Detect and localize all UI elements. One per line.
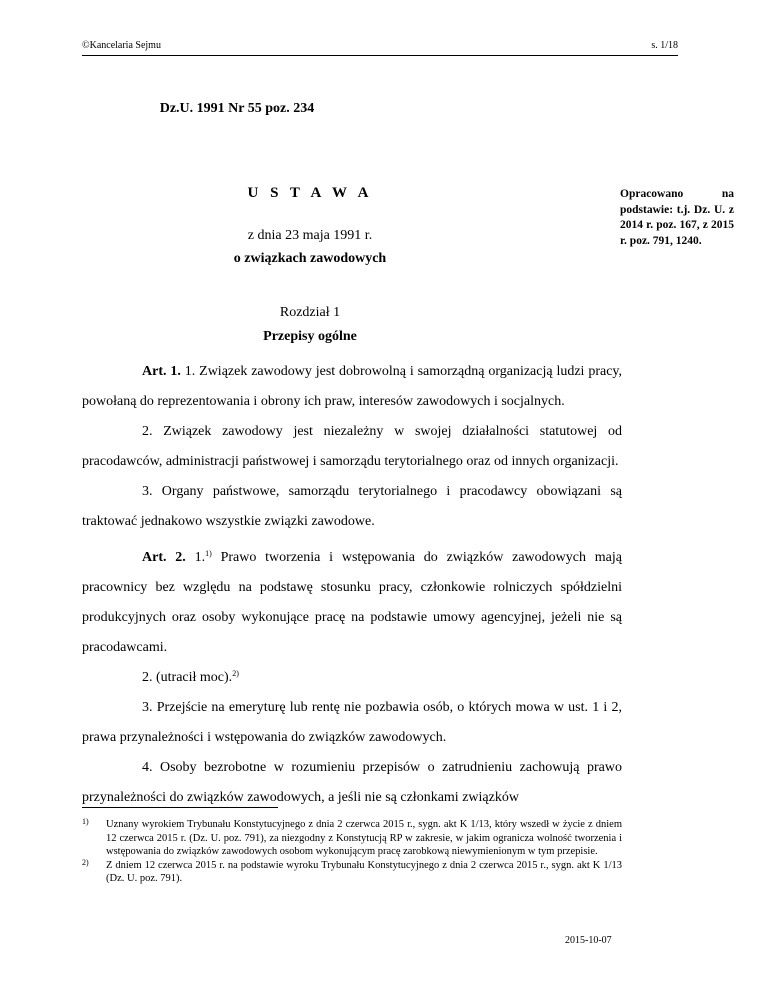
document-subject: o związkach zawodowych bbox=[233, 251, 387, 266]
art1-label: Art. 1. bbox=[142, 364, 181, 379]
footnote-ref-1[interactable]: 1) bbox=[205, 549, 212, 558]
document-body bbox=[82, 357, 622, 813]
side-note: Opracowano na podstawie: t.j. Dz. U. z 2014 r. poz. 167, z 2015 r. poz. 791, 1240. bbox=[620, 188, 734, 247]
art2-label: Art. 2. bbox=[142, 550, 186, 565]
art2-paragraph-2 bbox=[82, 663, 622, 693]
document-title: U S T A W A bbox=[247, 185, 373, 201]
art1-p1-text: 1. Związek zawodowy jest dobrowolną i samorządną organizacją ludzi pracy, powołaną do reprezentowania i obrony ich praw, interesów zawodowych i socjalnych. bbox=[82, 364, 623, 409]
footnote-text: Uznany wyrokiem Trybunału Konstytucyjnego z dnia 2 czerwca 2015 r., sygn. akt K 1/13, który wszedł w życie z dniem 12 czerwca 2015 r. (Dz. U. poz. 791), za niezgodny z Konstytucją RP w zakresie, w jakim ogranicza wolność tworzenia i wstępowania do związków zawodowych osobom wykonującym pracę zarobkową niewymienionym w tym przepisie. bbox=[106, 819, 622, 857]
art1-paragraph-3: 3. Organy państwowe, samorządu terytorialnego i pracodawcy obowiązani są traktować jednakowo wszystkie związki zawodowe. bbox=[82, 484, 622, 529]
art2-paragraph-4: 4. Osoby bezrobotne w rozumieniu przepisów o zatrudnieniu zachowują prawo przynależności do związków zawodowych, a jeśli nie są członkami związków bbox=[82, 760, 622, 805]
art2-p1-text: Prawo tworzenia i wstępowania do związków zawodowych mają pracownicy bez względu na podstawę stosunku pracy, członkowie rolniczych spółdzielni produkcyjnych oraz osoby wykonujące pracę na podstawie umowy agencyjnej, jeżeli nie są pracodawcami. bbox=[82, 550, 622, 655]
art1-paragraph-2: 2. Związek zawodowy jest niezależny w swojej działalności statutowej od pracodawców, administracji państwowej i samorządu terytorialnego oraz od innych organizacji. bbox=[82, 424, 622, 469]
footer-date: 2015-10-07 bbox=[565, 935, 612, 946]
art2-p2-text: 2. (utracił moc). bbox=[142, 670, 233, 685]
footnote-text: Z dniem 12 czerwca 2015 r. na podstawie wyroku Trybunału Konstytucyjnego z dnia 2 czerwca 2015 r., sygn. akt K 1/13 (Dz. U. poz. 791). bbox=[106, 859, 622, 884]
header-publisher: ©Kancelaria Sejmu bbox=[82, 40, 161, 51]
footnote-ref-2[interactable]: 2) bbox=[232, 669, 239, 678]
art1-paragraph-1 bbox=[82, 357, 622, 417]
journal-reference: Dz.U. 1991 Nr 55 poz. 234 bbox=[159, 101, 315, 116]
chapter-title: Przepisy ogólne bbox=[263, 329, 357, 344]
footnotes bbox=[82, 818, 622, 886]
document-date: z dnia 23 maja 1991 r. bbox=[247, 228, 373, 243]
footnote-number: 2) bbox=[82, 857, 89, 867]
art2-paragraph-3: 3. Przejście na emeryturę lub rentę nie pozbawia osób, o których mowa w ust. 1 i 2, prawa przynależności i wstępowania do związków zawodowych. bbox=[82, 700, 622, 745]
chapter-number: Rozdział 1 bbox=[279, 305, 341, 320]
footnote-separator bbox=[82, 807, 278, 808]
art2-paragraph-1 bbox=[82, 543, 622, 663]
art2-p1-prefix: 1. bbox=[194, 550, 206, 565]
footnote-number: 1) bbox=[82, 817, 89, 826]
header-page-number: s. 1/18 bbox=[651, 40, 678, 51]
header-rule bbox=[82, 55, 678, 56]
footnote-item bbox=[82, 859, 622, 886]
footnote-item bbox=[82, 818, 622, 859]
